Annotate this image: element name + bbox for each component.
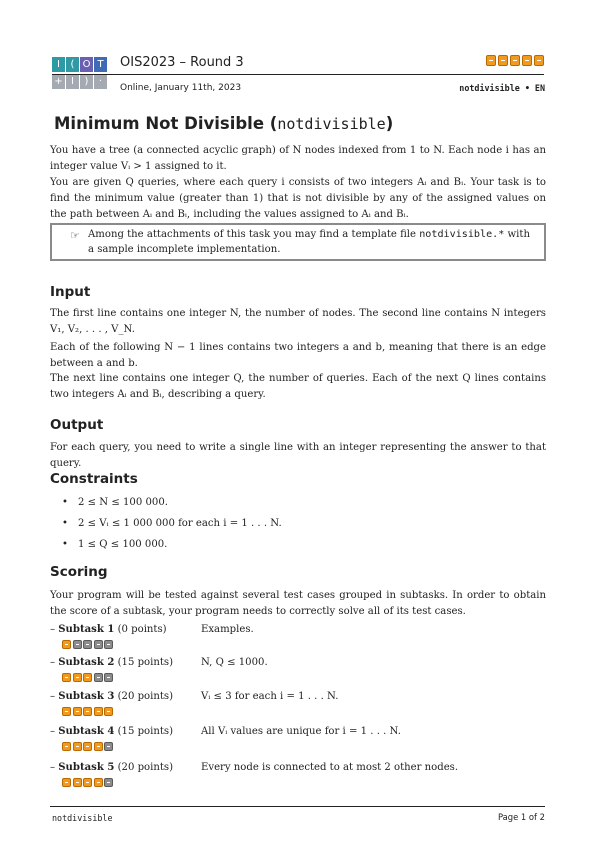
subtask-difficulty [62,778,113,787]
difficulty-block-icon [73,640,82,649]
difficulty-block-icon [73,742,82,751]
logo-cell: I [52,57,65,72]
difficulty-block-icon [62,778,71,787]
difficulty-block-icon [62,640,71,649]
input-paragraph-2: Each of the following N − 1 lines contains two integers a and b, meaning that there is an edge between a and b. [50,342,546,369]
difficulty-block-icon [104,742,113,751]
difficulty-block-icon [62,673,71,682]
difficulty-block-icon [94,742,103,751]
logo-cell: ) [80,74,93,89]
logo-cell: O [80,57,93,72]
footer-task-name: notdivisible [52,813,113,823]
output-paragraph: For each query, you need to write a single line with an integer representing the answer to that query. [50,442,546,469]
contest-title: OIS2023 – Round 3 [120,55,244,70]
difficulty-block-icon [83,742,92,751]
subtask-name: – Subtask 2 (15 points) [50,657,174,668]
difficulty-block-icon [73,778,82,787]
difficulty-block-icon [94,778,103,787]
difficulty-block-icon [94,707,103,716]
title-text: Minimum Not Divisible ( [54,114,278,133]
footer-divider [50,806,545,807]
difficulty-block-icon [94,673,103,682]
subtask-name: – Subtask 3 (20 points) [50,691,174,702]
constraint-item: • 1 ≤ Q ≤ 100 000. [50,534,546,555]
title-code: notdivisible [277,115,386,133]
subtask-name: – Subtask 5 (20 points) [50,762,174,773]
difficulty-block-icon [510,55,520,66]
subtask-difficulty [62,707,113,716]
difficulty-block-icon [62,707,71,716]
note-text: Among the attachments of this task you may find a template file notdivisible.* with a sample incomplete implementation. [88,229,530,255]
difficulty-block-icon [73,707,82,716]
subtask-difficulty [62,742,113,751]
difficulty-block-icon [534,55,544,66]
constraints-heading: Constraints [50,471,138,487]
difficulty-block-icon [104,673,113,682]
logo-cell: + [52,74,65,89]
logo-cell: · [94,74,107,89]
difficulty-block-icon [498,55,508,66]
subtask-description: Examples. [201,624,254,635]
difficulty-block-icon [94,640,103,649]
task-title [54,114,393,133]
title-close: ) [385,114,394,133]
scoring-heading: Scoring [50,564,108,580]
logo-cell: I [66,74,79,89]
logo-cell: ( [66,57,79,72]
task-language: notdivisible • EN [459,83,545,93]
input-heading: Input [50,284,91,300]
scoring-intro: Your program will be tested against several test cases grouped in subtasks. In order to obtain the score of a subtask, your program needs to correctly solve all of its test cases. [50,590,546,617]
output-heading: Output [50,417,104,433]
constraint-item: • 2 ≤ Vᵢ ≤ 1 000 000 for each i = 1 . . . N. [50,513,546,534]
statement-paragraph-1: You have a tree (a connected acyclic graph) of N nodes indexed from 1 to N. Each node i has an integer value Vᵢ > 1 assigned to it. [50,145,546,172]
difficulty-block-icon [83,673,92,682]
difficulty-block-icon [83,778,92,787]
subtask-description: All Vᵢ values are unique for i = 1 . . . N. [201,726,401,737]
subtask-description: Every node is connected to at most 2 other nodes. [201,762,459,773]
logo-cell: T [94,57,107,72]
subtask-name: – Subtask 1 (0 points) [50,624,167,635]
attachment-note [50,223,546,261]
ioit-logo [52,57,108,89]
statement-paragraph-2: You are given Q queries, where each query i consists of two integers Aᵢ and Bᵢ. Your task is to find the minimum value (greater than 1) that is not divisible by any of the assigned values on the path between Aᵢ and Bᵢ, including the values assigned to Aᵢ and Bᵢ. [50,177,546,220]
difficulty-block-icon [104,707,113,716]
constraints-list [50,492,546,555]
subtask-row [50,762,546,804]
difficulty-block-icon [486,55,496,66]
difficulty-block-icon [73,673,82,682]
subtask-name: – Subtask 4 (15 points) [50,726,174,737]
input-paragraph-1: The first line contains one integer N, the number of nodes. The second line contains N integers V₁, V₂, . . . , V_N. [50,308,546,335]
subtask-difficulty [62,640,113,649]
subtask-description: Vᵢ ≤ 3 for each i = 1 . . . N. [201,691,339,702]
contest-date: Online, January 11th, 2023 [120,83,242,93]
difficulty-block-icon [522,55,532,66]
difficulty-block-icon [104,778,113,787]
template-filename: notdivisible.* [419,229,505,240]
difficulty-block-icon [62,742,71,751]
difficulty-block-icon [104,640,113,649]
difficulty-indicator [486,55,544,66]
header-divider [52,74,544,75]
difficulty-block-icon [83,640,92,649]
difficulty-block-icon [83,707,92,716]
subtask-description: N, Q ≤ 1000. [201,657,268,668]
constraint-item: • 2 ≤ N ≤ 100 000. [50,492,546,513]
pointing-hand-icon: ☞ [70,229,80,242]
subtask-difficulty [62,673,113,682]
page-number: Page 1 of 2 [498,812,545,822]
input-paragraph-3: The next line contains one integer Q, the number of queries. Each of the next Q lines contains two integers Aᵢ and Bᵢ, describing a query. [50,373,546,400]
